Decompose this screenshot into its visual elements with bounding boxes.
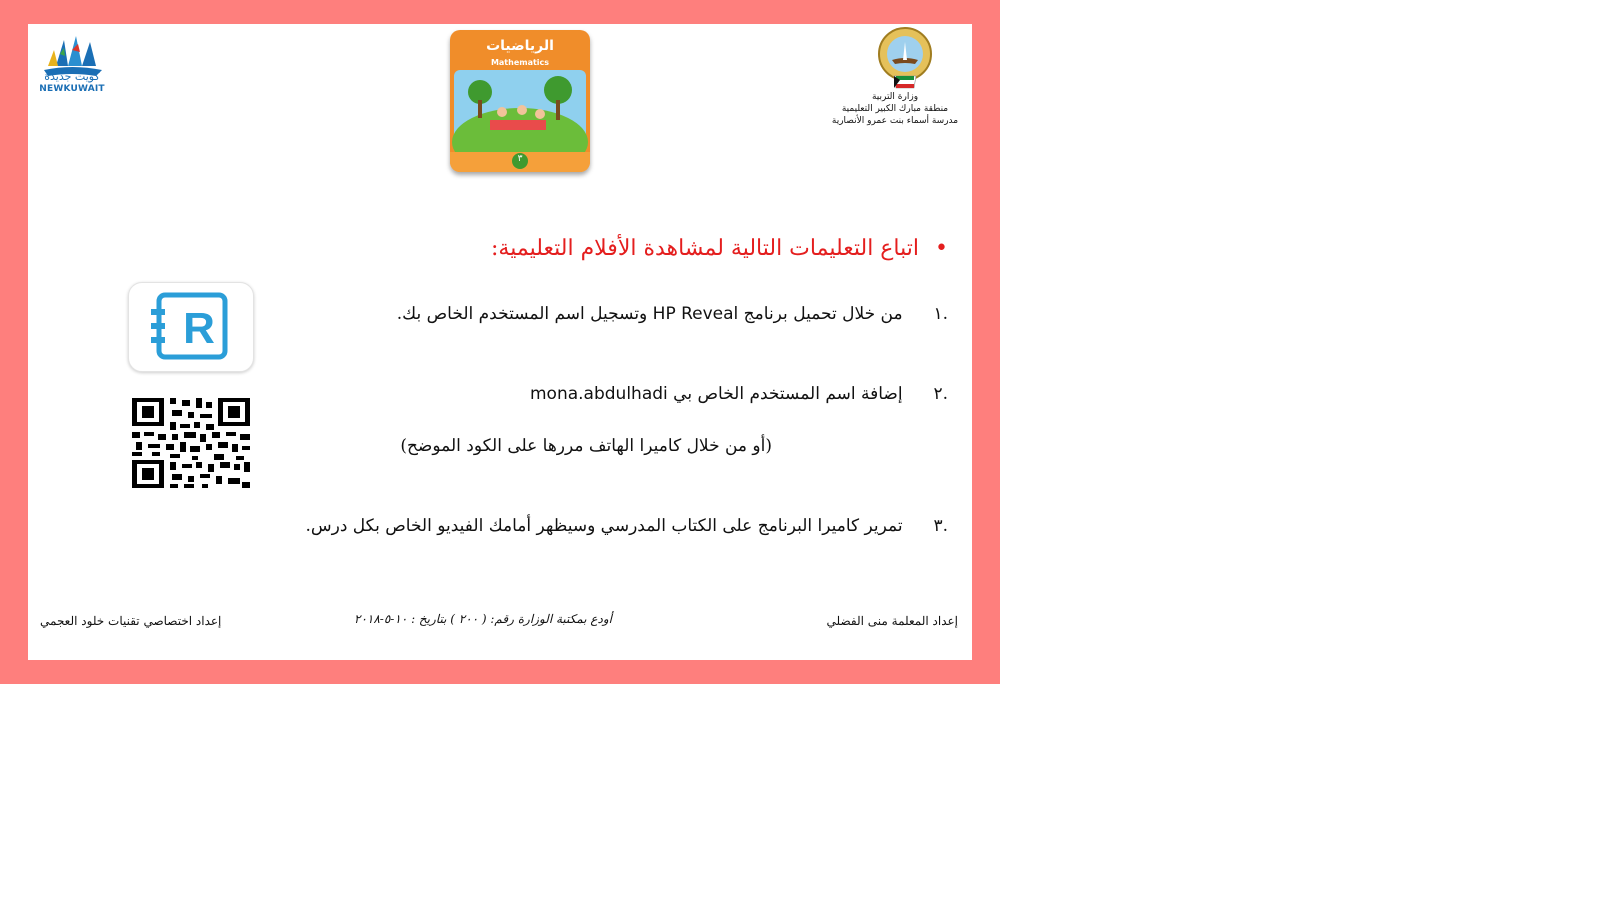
book-grade-number: ٣ — [517, 154, 523, 164]
math-book-cover — [450, 30, 590, 172]
ministry-region: منطقة مبارك الكبير التعليمية — [841, 104, 949, 114]
instructions-heading — [491, 236, 948, 261]
page-frame — [0, 0, 1000, 684]
footer-deposit-note: أودع بمكتبة الوزارة رقم: ( ٢٠٠ ) بتاريخ : ١٠-٥-٢٠١٨ — [354, 612, 613, 626]
new-kuwait-arabic-text: كويت جديدة — [44, 70, 100, 83]
footer-tech-specialist: إعداد اختصاصي تقنيات خلود العجمي — [40, 614, 222, 628]
heading-text: اتباع التعليمات التالية لمشاهدة الأفلام التعليمية: — [491, 236, 920, 261]
step-1-number: .١ — [933, 304, 948, 324]
step-2-username: mona.abdulhadi — [529, 384, 668, 404]
document-sheet — [28, 24, 972, 660]
step-2-text: إضافة اسم المستخدم الخاص بي — [667, 384, 903, 404]
heading-bullet: • — [935, 236, 948, 261]
step-3 — [305, 516, 948, 536]
step-2 — [530, 384, 948, 404]
step-1-text-before: من خلال تحميل برنامج — [738, 304, 903, 324]
step-1 — [397, 304, 948, 324]
footer-teacher: إعداد المعلمة منى الفضلي — [826, 614, 958, 628]
step-3-number: .٣ — [933, 516, 948, 536]
qr-code-icon — [132, 398, 250, 488]
step-1-app-name: HP Reveal — [652, 304, 739, 324]
hp-reveal-app-icon — [128, 282, 254, 372]
book-title-arabic: الرياضيات — [486, 38, 554, 54]
book-title-english: Mathematics — [490, 58, 550, 67]
step-1-text-after: وتسجيل اسم المستخدم الخاص بك. — [396, 304, 653, 324]
new-kuwait-english-text: NEWKUWAIT — [39, 84, 105, 94]
ministry-name: وزارة التربية — [871, 92, 919, 102]
school-name: مدرسة أسماء بنت عمرو الأنصارية — [831, 116, 959, 126]
step-3-text: تمرير كاميرا البرنامج على الكتاب المدرسي وسيظهر أمامك الفيديو الخاص بكل درس. — [305, 516, 903, 536]
step-2-note: (أو من خلال كاميرا الهاتف مررها على الكود الموضح) — [400, 436, 772, 456]
kuwait-emblem-icon — [870, 26, 940, 92]
svg-text:R: R — [183, 304, 215, 353]
step-2-number: .٢ — [933, 384, 948, 404]
